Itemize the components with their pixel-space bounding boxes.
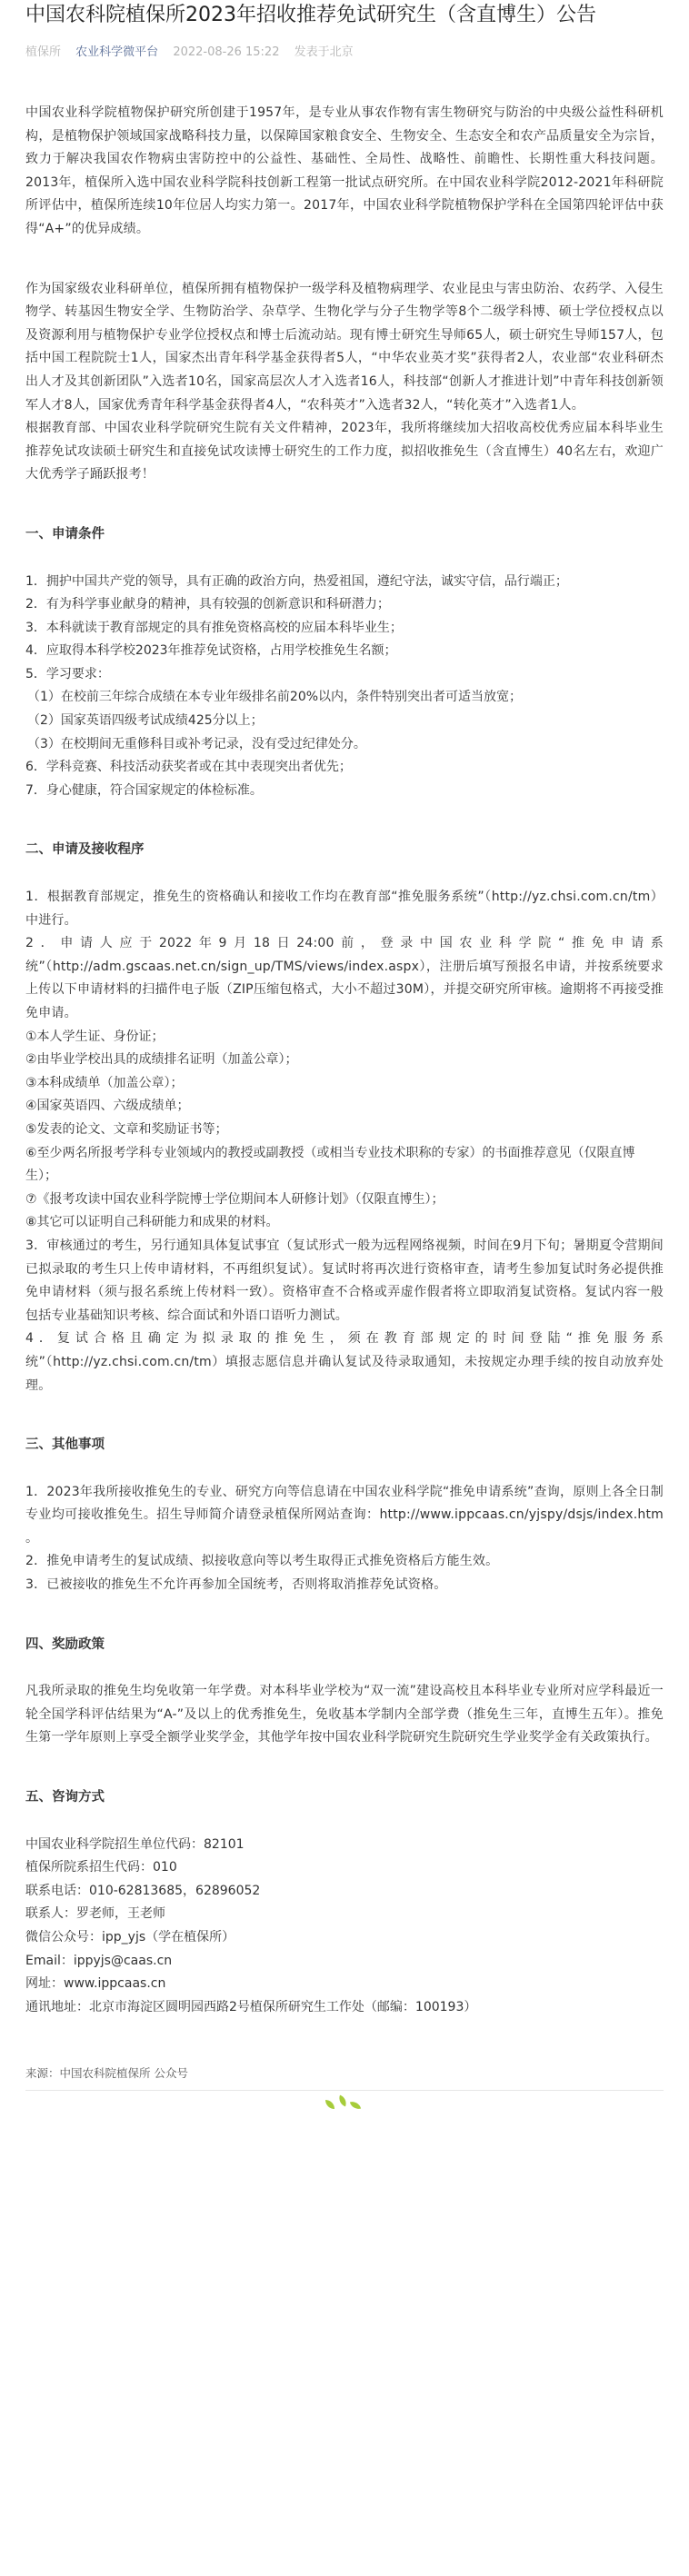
material-item: ④国家英语四、六级成绩单； bbox=[25, 1099, 190, 1114]
procedure-step-2: 2．申请人应于2022年9月18日24:00前，登录中国农业科学院“推免申请系统”（http://adm.gscaas.net.cn/sign_up/TMS/views/index.aspx），注册后填写预报名申请，并按系统要求上传以下申请材料的扫描件电子版（ZIP压缩包格式，大小不超过30M），并提交研究所审核。逾期将不再接受推免申请。 bbox=[25, 936, 664, 1020]
material-item: ⑤发表的论文、文章和奖励证书等； bbox=[25, 1121, 228, 1137]
condition-item: 1．拥护中国共产党的领导，具有正确的政治方向，热爱祖国，遵纪守法，诚实守信，品行端正； bbox=[25, 573, 568, 589]
intro-paragraph-2: 作为国家级农业科研单位，植保所拥有植物保护一级学科及植物病理学、农业昆虫与害虫防治、农药学、入侵生物学、转基因生物安全学、生物防治学、杂草学、生物化学与分子生物学等8个二级学科博、硕士学位授权点以及资源利用与植物保护专业学位授权点和博士后流动站。现有博士研究生导师65人，硕士研究生导师157人，包括中国工程院院士1人，国家杰出青年科学基金获得者5人，“中华农业英才奖”获得者2人，农业部“农业科研杰出人才及其创新团队”入选者10名，国家高层次人才入选者16人，科技部“创新人才推进计划”中青年科技创新领军人才8人，国家优秀青年科学基金获得者4人，“农科英才”入选者32人，“转化英才”入选者1人。 bbox=[25, 281, 664, 413]
other-item: 3．已被接收的推免生不允许再参加全国统考，否则将取消推荐免试资格。 bbox=[25, 1577, 447, 1593]
condition-item: 3．本科就读于教育部规定的具有推免资格高校的应届本科毕业生； bbox=[25, 620, 403, 635]
other-item: 1．2023年我所接收推免生的专业、研究方向等信息请在中国农业科学院“推免申请系统”查询，原则上各全日制专业均可接收推免生。招生导师简介请登录植保所网站查询：http://www.ippcaas.cn/yjspy/dsjs/index.htm 。 bbox=[25, 1484, 664, 1546]
source-label: 植保所 bbox=[25, 45, 62, 59]
leaf-icon bbox=[337, 2095, 349, 2107]
footer-source: 来源：中国农科院植保所 公众号 bbox=[25, 2066, 188, 2081]
study-requirement: （2）国家英语四级考试成绩425分以上； bbox=[27, 713, 264, 729]
material-item: ⑧其它可以证明自己科研能力和成果的材料。 bbox=[25, 1215, 279, 1230]
contact-website: 网址：www.ippcaas.cn bbox=[25, 1976, 166, 1992]
condition-item: 7．身心健康，符合国家规定的体检标准。 bbox=[25, 782, 263, 798]
section-4-heading: 四、奖励政策 bbox=[25, 1636, 105, 1652]
procedure-step-1: 1．根据教育部规定，推免生的资格确认和接收工作均在教育部“推免服务系统”（http://yz.chsi.com.cn/tm）中进行。 bbox=[25, 890, 664, 928]
section-5-heading: 五、咨询方式 bbox=[25, 1790, 105, 1805]
reward-policy-paragraph: 凡我所录取的推免生均免收第一年学费。对本科毕业学校为“双一流”建设高校且本科毕业专业所对应学科最近一轮全国学科评估结果为“A-”及以上的优秀推免生，免收基本学制内全部学费（推免生三年，直博生五年）。推免生第一学年原则上享受全额学业奖学金，其他学年按中国农业科学院研究生院研究生学业奖学金有关政策执行。 bbox=[25, 1684, 664, 1746]
intro-paragraph-3: 根据教育部、中国农业科学院研究生院有关文件精神，2023年，我所将继续加大招收高校优秀应届本科毕业生推荐免试攻读硕士研究生和直接免试攻读博士研究生的工作力度，拟招收推免生（含直博生）40名左右，欢迎广大优秀学子踊跃报考！ bbox=[25, 421, 664, 482]
publish-location: 发表于北京 bbox=[294, 45, 354, 59]
material-item: ⑥至少两名所报考学科专业领域内的教授或副教授（或相当专业技术职称的专家）的书面推荐意见（仅限直博生）； bbox=[25, 1145, 635, 1184]
material-item: ①本人学生证、身份证； bbox=[25, 1029, 165, 1044]
contact-line: 联系人：罗老师，王老师 bbox=[25, 1906, 165, 1922]
section-3-heading: 三、其他事项 bbox=[25, 1437, 105, 1453]
study-requirement: （3）在校期间无重修科目或补考记录，没有受过纪律处分。 bbox=[27, 736, 366, 751]
intro-paragraph-1: 中国农业科学院植物保护研究所创建于1957年，是专业从事农作物有害生物研究与防治的中央级公益性科研机构，是植物保护领域国家战略科技力量，以保障国家粮食安全、生物安全、生态安全和农产品质量安全为宗旨，致力于解决我国农作物病虫害防控中的公益性、基础性、全局性、战略性、前瞻性、长期性重大科技问题。2013年，植保所入选中国农业科学院科技创新工程第一批试点研究所。在中国农业科学院2012-2021年科研院所评估中，植保所连续10年位居人均实力第一。2017年，中国农业科学院植物保护学科在全国第四轮评估中获得“A+”的优异成绩。 bbox=[25, 105, 664, 236]
study-requirement: （1）在校前三年综合成绩在本专业年级排名前20%以内，条件特别突出者可适当放宽； bbox=[27, 690, 523, 705]
condition-item: 4．应取得本科学校2023年推荐免试资格，占用学校推免生名额； bbox=[25, 643, 397, 659]
article-content bbox=[25, 102, 664, 2019]
contact-line: 中国农业科学院招生单位代码：82101 bbox=[25, 1836, 245, 1852]
article-footer bbox=[25, 2064, 664, 2114]
section-1-heading: 一、申请条件 bbox=[25, 526, 105, 542]
material-item: ②由毕业学校出具的成绩排名证明（加盖公章）； bbox=[25, 1052, 298, 1068]
material-item: ⑦《报考攻读中国农业科学院博士学位期间本人研修计划》（仅限直博生）； bbox=[25, 1191, 444, 1207]
account-link[interactable]: 农业科学微平台 bbox=[75, 45, 159, 59]
contact-line: 通讯地址：北京市海淀区圆明园西路2号植保所研究生工作处（邮编：100193） bbox=[25, 1999, 477, 2014]
condition-item: 6．学科竞赛、科技活动获奖者或在其中表现突出者优先； bbox=[25, 760, 352, 775]
article-meta bbox=[25, 44, 664, 62]
article-page bbox=[0, 2, 689, 2114]
footer-leaf-decoration bbox=[25, 2094, 664, 2114]
section-2-heading: 二、申请及接收程序 bbox=[25, 842, 145, 858]
leaf-icon bbox=[325, 2100, 335, 2109]
condition-item: 2．有为科学事业献身的精神，具有较强的创新意识和科研潜力； bbox=[25, 597, 390, 612]
procedure-step-4: 4．复试合格且确定为拟录取的推免生，须在教育部规定的时间登陆“推免服务系统”（http://yz.chsi.com.cn/tm）填报志愿信息并确认复试及待录取通知，未按规定办理手续的按自动放弃处理。 bbox=[25, 1331, 664, 1393]
footer-divider bbox=[25, 2090, 664, 2091]
contact-email: Email：ippyjs@caas.cn bbox=[25, 1953, 173, 1968]
contact-line: 微信公众号：ipp_yjs（学在植保所） bbox=[25, 1930, 235, 1944]
other-item: 2．推免申请考生的复试成绩、拟接收意向等以考生取得正式推免资格后方能生效。 bbox=[25, 1554, 499, 1569]
leaf-icon bbox=[350, 2100, 361, 2111]
contact-line: 联系电话：010-62813685，62896052 bbox=[25, 1883, 261, 1898]
publish-datetime: 2022-08-26 15:22 bbox=[173, 45, 280, 59]
contact-line: 植保所院系招生代码：010 bbox=[25, 1860, 177, 1875]
condition-item: 5．学习要求： bbox=[25, 666, 110, 681]
procedure-step-3: 3．审核通过的考生，另行通知具体复试事宜（复试形式一般为远程网络视频，时间在9月下旬；暑期夏令营期间已拟录取的考生只上传申请材料，不再组织复试）。复试时将再次进行资格审查，请考生参加复试时务必提供推免申请材料（须与报名系统上传材料一致）。资格审查不合格或弄虚作假者将立即取消复试资格。复试内容一般包括专业基础知识考核、综合面试和外语口语听力测试。 bbox=[25, 1238, 664, 1323]
material-item: ③本科成绩单（加盖公章）； bbox=[25, 1075, 184, 1090]
article-title: 中国农科院植保所2023年招收推荐免试研究生（含直博生）公告 bbox=[25, 4, 596, 26]
